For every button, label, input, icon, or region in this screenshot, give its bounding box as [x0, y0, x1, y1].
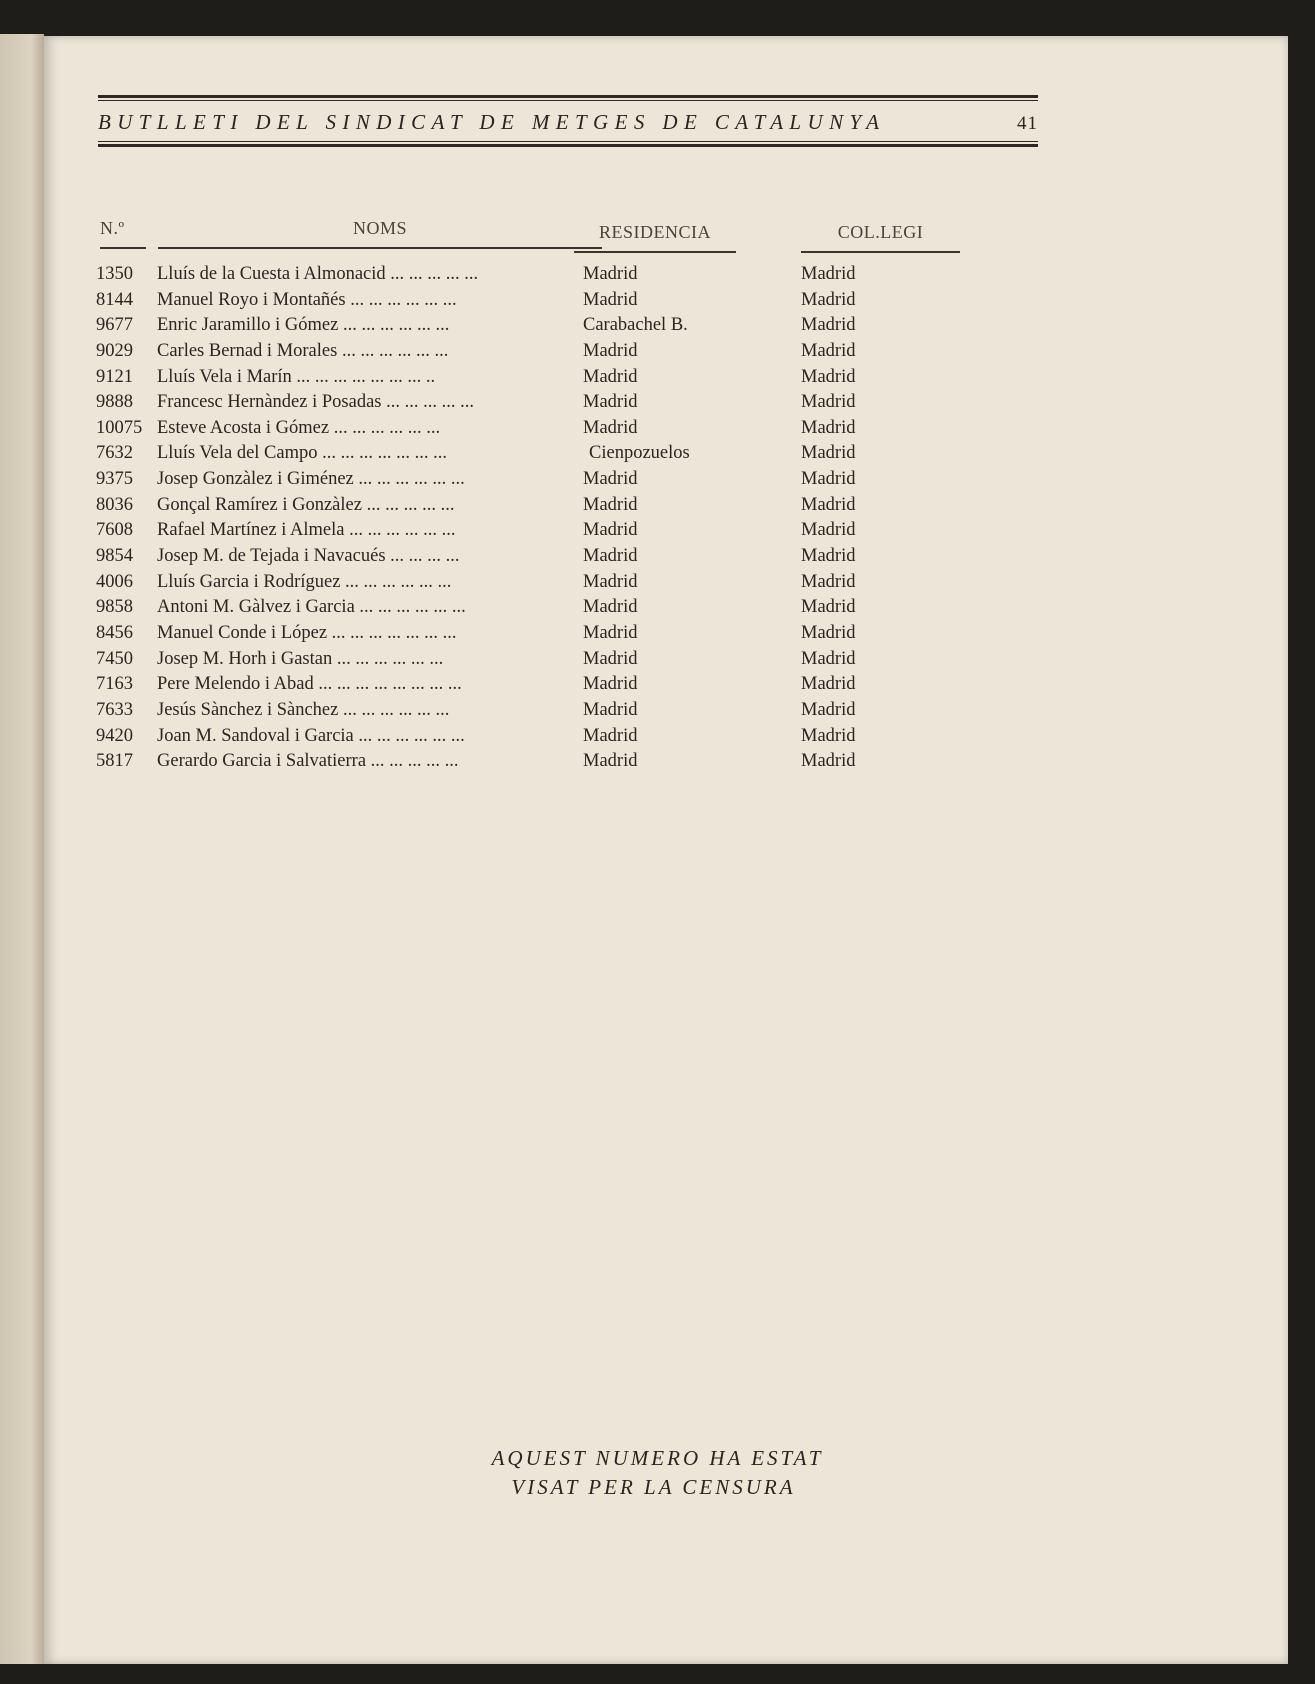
member-name: Antoni M. Gàlvez i Garcia ... ... ... ... ... ... — [157, 597, 466, 618]
member-number: 10075 — [96, 417, 143, 438]
member-number: 7633 — [96, 699, 133, 720]
member-number: 1350 — [96, 264, 133, 284]
member-residence: Madrid — [583, 597, 638, 618]
table-row — [96, 264, 996, 290]
member-residence: Cienpozuelos — [589, 443, 690, 464]
member-college: Madrid — [801, 699, 856, 720]
member-college: Madrid — [801, 597, 856, 618]
member-number: 7163 — [96, 674, 133, 695]
member-college: Madrid — [801, 674, 856, 695]
journal-title: BUTLLETI DEL SINDICAT DE METGES DE CATALUNYA — [98, 110, 886, 134]
member-number: 8456 — [96, 622, 133, 643]
facing-page-edge — [0, 34, 44, 1664]
table-row — [96, 726, 996, 752]
running-header — [98, 95, 1038, 147]
member-number: 9854 — [96, 546, 133, 567]
column-header-names — [158, 218, 602, 249]
member-college: Madrid — [801, 725, 856, 746]
member-residence: Madrid — [583, 725, 638, 746]
member-college: Madrid — [801, 622, 856, 643]
table-row — [96, 623, 996, 649]
member-name: Lluís Vela del Campo ... ... ... ... ... ... ... — [157, 443, 447, 464]
member-name: Gerardo Garcia i Salvatierra ... ... ... ... ... — [157, 751, 459, 772]
member-residence: Madrid — [583, 699, 638, 720]
table-row — [96, 418, 996, 444]
member-college: Madrid — [801, 546, 856, 567]
member-number: 9029 — [96, 340, 133, 361]
member-college: Madrid — [801, 289, 856, 310]
member-residence: Madrid — [583, 494, 638, 515]
table-row — [96, 751, 996, 777]
member-name: Gonçal Ramírez i Gonzàlez ... ... ... ... ... — [157, 494, 455, 515]
column-header-names-underline — [158, 247, 602, 249]
column-header-names-label: NOMS — [352, 218, 407, 238]
member-residence: Madrid — [583, 469, 638, 490]
column-header-residence — [574, 222, 736, 253]
table-row — [96, 572, 996, 598]
table-row — [96, 495, 996, 521]
member-residence: Madrid — [583, 417, 638, 438]
member-college: Madrid — [801, 648, 856, 669]
column-header-college — [801, 222, 960, 253]
header-text-row — [98, 110, 1038, 135]
column-header-college-label: COL.LEGI — [837, 222, 924, 242]
member-number: 7450 — [96, 648, 133, 669]
table-row — [96, 674, 996, 700]
member-residence: Carabachel B. — [583, 315, 688, 336]
member-name: Lluís de la Cuesta i Almonacid ... ... ... ... ... — [157, 264, 479, 284]
member-number: 9858 — [96, 597, 133, 618]
member-name: Esteve Acosta i Gómez ... ... ... ... ... ... — [157, 417, 441, 438]
member-college: Madrid — [801, 751, 856, 772]
member-number: 8036 — [96, 494, 133, 515]
column-header-number-label: N.º — [100, 218, 125, 238]
table-row — [96, 546, 996, 572]
table-row — [96, 520, 996, 546]
header-top-rule-thin — [98, 100, 1038, 101]
member-college: Madrid — [801, 443, 856, 464]
member-name: Rafael Martínez i Almela ... ... ... ... ... ... — [157, 520, 456, 541]
member-name: Lluís Vela i Marín ... ... ... ... ... ... ... .. — [157, 366, 436, 387]
member-college: Madrid — [801, 392, 856, 413]
members-table — [96, 264, 996, 777]
member-residence: Madrid — [583, 289, 638, 310]
member-name: Josep M. Horh i Gastan ... ... ... ... ... ... — [157, 648, 444, 669]
member-number: 9375 — [96, 469, 133, 490]
member-name: Joan M. Sandoval i Garcia ... ... ... ... ... ... — [157, 725, 465, 746]
member-college: Madrid — [801, 366, 856, 387]
table-row — [96, 290, 996, 316]
column-header-number — [100, 218, 148, 249]
member-college: Madrid — [801, 494, 856, 515]
member-number: 7632 — [96, 443, 133, 464]
member-residence: Madrid — [583, 622, 638, 643]
member-residence: Madrid — [583, 520, 638, 541]
censorship-notice — [0, 1444, 1315, 1502]
member-college: Madrid — [801, 520, 856, 541]
member-number: 9420 — [96, 725, 133, 746]
table-row — [96, 341, 996, 367]
member-number: 9121 — [96, 366, 133, 387]
page-number: 41 — [1017, 113, 1038, 134]
column-header-residence-underline — [574, 251, 736, 253]
column-header-residence-label: RESIDENCIA — [599, 222, 711, 242]
member-number: 4006 — [96, 571, 133, 592]
censorship-notice-line-2: VISAT PER LA CENSURA — [511, 1475, 796, 1499]
member-residence: Madrid — [583, 571, 638, 592]
member-college: Madrid — [801, 340, 856, 361]
member-number: 5817 — [96, 751, 133, 772]
member-residence: Madrid — [583, 392, 638, 413]
table-row — [96, 315, 996, 341]
member-college: Madrid — [801, 315, 856, 336]
table-row — [96, 649, 996, 675]
member-college: Madrid — [801, 264, 856, 284]
censorship-notice-line-1: AQUEST NUMERO HA ESTAT — [491, 1446, 824, 1470]
table-row — [96, 392, 996, 418]
member-residence: Madrid — [583, 648, 638, 669]
member-name: Josep M. de Tejada i Navacués ... ... ... ... — [157, 546, 460, 567]
member-name: Francesc Hernàndez i Posadas ... ... ... ... ... — [157, 392, 474, 413]
member-name: Lluís Garcia i Rodríguez ... ... ... ... ... ... — [157, 571, 452, 592]
member-residence: Madrid — [583, 340, 638, 361]
member-college: Madrid — [801, 469, 856, 490]
member-number: 9677 — [96, 315, 133, 336]
table-row — [96, 469, 996, 495]
member-name: Josep Gonzàlez i Giménez ... ... ... ... ... ... — [157, 469, 465, 490]
member-name: Enric Jaramillo i Gómez ... ... ... ... ... ... — [157, 315, 450, 336]
table-row — [96, 443, 996, 469]
table-row — [96, 597, 996, 623]
member-residence: Madrid — [583, 674, 638, 695]
member-residence: Madrid — [583, 546, 638, 567]
member-number: 8144 — [96, 289, 133, 310]
member-number: 9888 — [96, 392, 133, 413]
member-name: Manuel Royo i Montañés ... ... ... ... ... ... — [157, 289, 457, 310]
member-name: Jesús Sànchez i Sànchez ... ... ... ... ... ... — [157, 699, 450, 720]
table-row — [96, 367, 996, 393]
member-name: Carles Bernad i Morales ... ... ... ... ... ... — [157, 340, 449, 361]
member-college: Madrid — [801, 571, 856, 592]
header-top-rule — [98, 95, 1038, 98]
member-residence: Madrid — [583, 264, 638, 284]
member-name: Pere Melendo i Abad ... ... ... ... ... ... ... ... — [157, 674, 462, 695]
member-residence: Madrid — [583, 366, 638, 387]
member-residence: Madrid — [583, 751, 638, 772]
column-header-college-underline — [801, 251, 960, 253]
table-row — [96, 700, 996, 726]
member-name: Manuel Conde i López ... ... ... ... ... ... ... — [157, 622, 457, 643]
member-number: 7608 — [96, 520, 133, 541]
member-college: Madrid — [801, 417, 856, 438]
header-bottom-rule-thin — [98, 141, 1038, 142]
column-header-number-underline — [100, 247, 146, 249]
header-bottom-rule — [98, 144, 1038, 147]
